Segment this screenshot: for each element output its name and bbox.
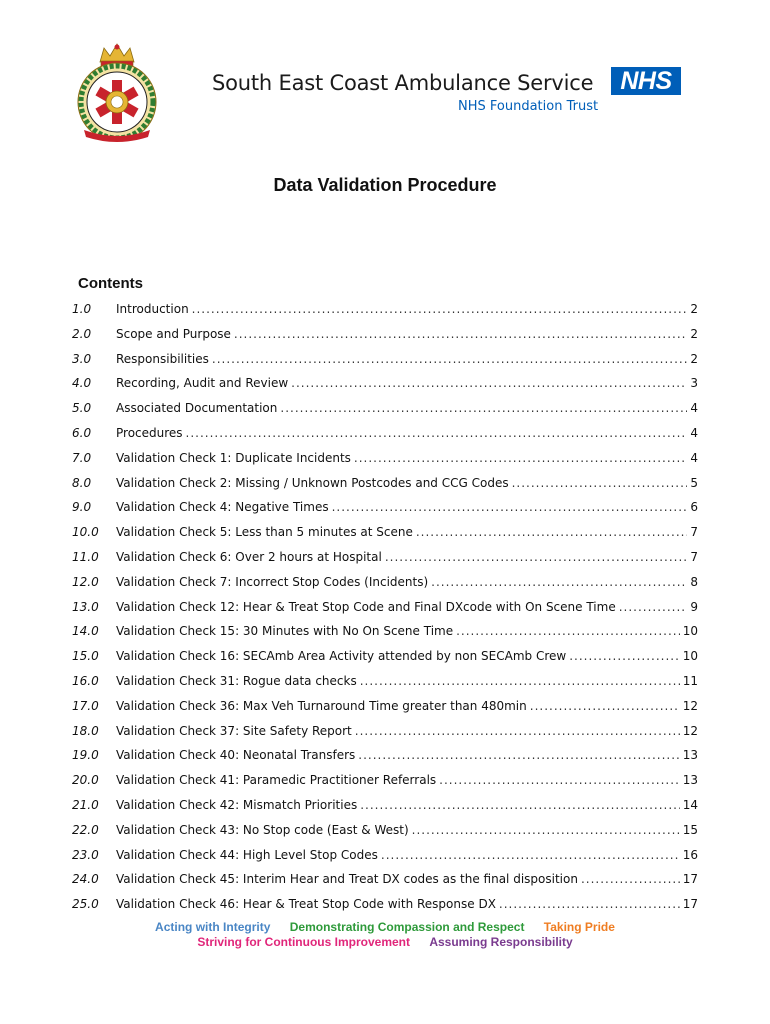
- toc-entry-page: 6: [690, 500, 698, 515]
- toc-dot-leader: [385, 550, 688, 564]
- toc-entry-title: Associated Documentation: [116, 401, 278, 416]
- toc-entry-number: 19.0: [72, 748, 99, 763]
- toc-entry[interactable]: [72, 426, 698, 451]
- nhs-logo: NHS: [611, 67, 681, 95]
- toc-entry-page: 4: [690, 450, 698, 465]
- toc-entry[interactable]: [72, 624, 698, 649]
- toc-entry-number: 18.0: [72, 723, 99, 738]
- toc-entry-title: Responsibilities: [116, 351, 209, 366]
- toc-entry[interactable]: [72, 748, 698, 773]
- toc-entry-title: Validation Check 31: Rogue data checks: [116, 673, 357, 688]
- toc-entry[interactable]: [72, 525, 698, 550]
- toc-entry-page: 17: [682, 897, 698, 912]
- toc-entry-page: 5: [690, 475, 698, 490]
- toc-entry-number: 11.0: [72, 549, 99, 564]
- toc-entry[interactable]: [72, 798, 698, 823]
- toc-entry-page: 14: [682, 797, 698, 812]
- toc-entry-title: Validation Check 7: Incorrect Stop Codes (Incidents): [116, 574, 429, 589]
- toc-entry-title: Scope and Purpose: [116, 326, 231, 341]
- toc-dot-leader: [412, 823, 680, 837]
- toc-entry[interactable]: [72, 401, 698, 426]
- toc-dot-leader: [234, 327, 687, 341]
- toc-entry-number: 3.0: [72, 351, 92, 366]
- toc-dot-leader: [291, 376, 687, 390]
- toc-entry-page: 13: [682, 748, 698, 763]
- toc-entry-title: Validation Check 37: Site Safety Report: [116, 723, 352, 738]
- toc-dot-leader: [354, 451, 687, 465]
- toc-dot-leader: [381, 848, 680, 862]
- toc-entry[interactable]: [72, 302, 698, 327]
- toc-entry-number: 12.0: [72, 574, 99, 589]
- toc-dot-leader: [360, 798, 680, 812]
- toc-entry-title: Validation Check 43: No Stop code (East & West): [116, 822, 409, 837]
- toc-entry-page: 13: [682, 773, 698, 788]
- toc-entry-number: 10.0: [72, 525, 99, 540]
- toc-entry-number: 20.0: [72, 773, 99, 788]
- toc-entry-number: 24.0: [72, 872, 99, 887]
- toc-entry-title: Validation Check 16: SECAmb Area Activity attended by non SECAmb Crew: [116, 649, 567, 664]
- toc-entry-page: 11: [682, 673, 698, 688]
- toc-entry-number: 9.0: [72, 500, 92, 515]
- contents-heading: Contents: [78, 275, 143, 292]
- value-improvement: Striving for Continuous Improvement: [197, 935, 410, 949]
- toc-entry[interactable]: [72, 376, 698, 401]
- toc-entry[interactable]: [72, 699, 698, 724]
- toc-entry-number: 2.0: [72, 326, 92, 341]
- toc-dot-leader: [192, 302, 688, 316]
- toc-entry-page: 2: [690, 302, 698, 316]
- value-pride: Taking Pride: [543, 920, 615, 934]
- toc-entry[interactable]: [72, 550, 698, 575]
- toc-entry[interactable]: [72, 600, 698, 625]
- toc-entry-number: 13.0: [72, 599, 99, 614]
- toc-dot-leader: [499, 897, 680, 911]
- toc-entry-title: Validation Check 44: High Level Stop Codes: [116, 847, 378, 862]
- toc-entry-title: Recording, Audit and Review: [116, 376, 289, 391]
- toc-dot-leader: [530, 699, 680, 713]
- toc-dot-leader: [280, 401, 687, 415]
- toc-entry-number: 5.0: [72, 401, 92, 416]
- toc-entry-page: 8: [690, 574, 698, 589]
- toc-entry-page: 10: [682, 649, 698, 664]
- value-integrity: Acting with Integrity: [155, 920, 271, 934]
- toc-entry-page: 16: [682, 847, 698, 862]
- toc-entry[interactable]: [72, 724, 698, 749]
- toc-entry-page: 10: [682, 624, 698, 639]
- toc-entry[interactable]: [72, 476, 698, 501]
- toc-entry[interactable]: [72, 451, 698, 476]
- toc-dot-leader: [581, 872, 680, 886]
- table-of-contents: [72, 302, 698, 922]
- toc-entry-page: 2: [690, 326, 698, 341]
- toc-dot-leader: [569, 649, 680, 663]
- toc-entry-page: 2: [690, 351, 698, 366]
- value-responsibility: Assuming Responsibility: [429, 935, 573, 949]
- toc-entry[interactable]: [72, 674, 698, 699]
- toc-dot-leader: [360, 674, 680, 688]
- toc-dot-leader: [619, 600, 688, 614]
- toc-entry-title: Validation Check 2: Missing / Unknown Postcodes and CCG Codes: [116, 475, 509, 490]
- toc-entry-page: 4: [690, 425, 698, 440]
- trust-values: [0, 920, 770, 950]
- toc-entry-number: 6.0: [72, 425, 92, 440]
- toc-entry-title: Procedures: [116, 425, 183, 440]
- toc-entry-number: 17.0: [72, 698, 99, 713]
- toc-dot-leader: [439, 773, 680, 787]
- toc-entry-number: 7.0: [72, 450, 92, 465]
- toc-entry-number: 15.0: [72, 649, 99, 664]
- value-compassion: Demonstrating Compassion and Respect: [289, 920, 525, 934]
- toc-dot-leader: [212, 352, 687, 366]
- toc-entry-number: 8.0: [72, 475, 92, 490]
- toc-entry-page: 4: [690, 401, 698, 416]
- toc-entry-title: Validation Check 5: Less than 5 minutes at Scene: [116, 525, 413, 540]
- toc-entry-title: Validation Check 15: 30 Minutes with No On Scene Time: [116, 624, 454, 639]
- toc-entry-number: 25.0: [72, 897, 99, 912]
- toc-dot-leader: [416, 525, 688, 539]
- toc-entry[interactable]: [72, 897, 698, 922]
- toc-entry-title: Validation Check 1: Duplicate Incidents: [116, 450, 351, 465]
- toc-entry[interactable]: [72, 773, 698, 798]
- toc-entry[interactable]: [72, 823, 698, 848]
- toc-entry-title: Validation Check 46: Hear & Treat Stop Code with Response DX: [116, 897, 496, 912]
- toc-entry-number: 21.0: [72, 797, 99, 812]
- toc-entry-title: Validation Check 42: Mismatch Priorities: [116, 797, 358, 812]
- toc-entry-title: Validation Check 6: Over 2 hours at Hospital: [116, 549, 382, 564]
- toc-dot-leader: [186, 426, 688, 440]
- toc-entry[interactable]: [72, 327, 698, 352]
- toc-entry-page: 15: [682, 822, 698, 837]
- toc-entry-page: 9: [690, 599, 698, 614]
- ambulance-service-crest-icon: [70, 42, 164, 142]
- toc-entry-number: 4.0: [72, 376, 92, 391]
- organisation-subtitle: NHS Foundation Trust: [458, 99, 599, 114]
- toc-entry-page: 7: [690, 525, 698, 540]
- toc-entry-title: Validation Check 41: Paramedic Practitioner Referrals: [116, 773, 437, 788]
- toc-entry-page: 12: [682, 698, 698, 713]
- toc-entry-title: Validation Check 36: Max Veh Turnaround Time greater than 480min: [116, 698, 527, 713]
- toc-entry-number: 16.0: [72, 673, 99, 688]
- toc-entry-page: 12: [682, 723, 698, 738]
- toc-entry[interactable]: [72, 500, 698, 525]
- toc-dot-leader: [332, 500, 688, 514]
- toc-entry-title: Validation Check 40: Neonatal Transfers: [116, 748, 356, 763]
- toc-entry-page: 17: [682, 872, 698, 887]
- toc-entry[interactable]: [72, 352, 698, 377]
- toc-dot-leader: [512, 476, 688, 490]
- toc-dot-leader: [358, 748, 679, 762]
- toc-dot-leader: [431, 575, 687, 589]
- toc-entry[interactable]: [72, 649, 698, 674]
- toc-entry-page: 7: [690, 549, 698, 564]
- toc-entry[interactable]: [72, 575, 698, 600]
- toc-entry-title: Validation Check 4: Negative Times: [116, 500, 329, 515]
- toc-entry[interactable]: [72, 872, 698, 897]
- toc-entry-title: Introduction: [116, 302, 189, 316]
- toc-entry[interactable]: [72, 848, 698, 873]
- toc-dot-leader: [355, 724, 680, 738]
- toc-entry-number: 1.0: [72, 302, 92, 316]
- toc-entry-title: Validation Check 45: Interim Hear and Treat DX codes as the final disposition: [116, 872, 578, 887]
- toc-entry-number: 23.0: [72, 847, 99, 862]
- toc-entry-page: 3: [690, 376, 698, 391]
- organisation-name: South East Coast Ambulance Service: [212, 71, 594, 95]
- toc-dot-leader: [456, 624, 680, 638]
- document-title: Data Validation Procedure: [273, 175, 497, 195]
- toc-entry-title: Validation Check 12: Hear & Treat Stop Code and Final DXcode with On Scene Time: [116, 599, 616, 614]
- toc-entry-number: 14.0: [72, 624, 99, 639]
- toc-entry-number: 22.0: [72, 822, 99, 837]
